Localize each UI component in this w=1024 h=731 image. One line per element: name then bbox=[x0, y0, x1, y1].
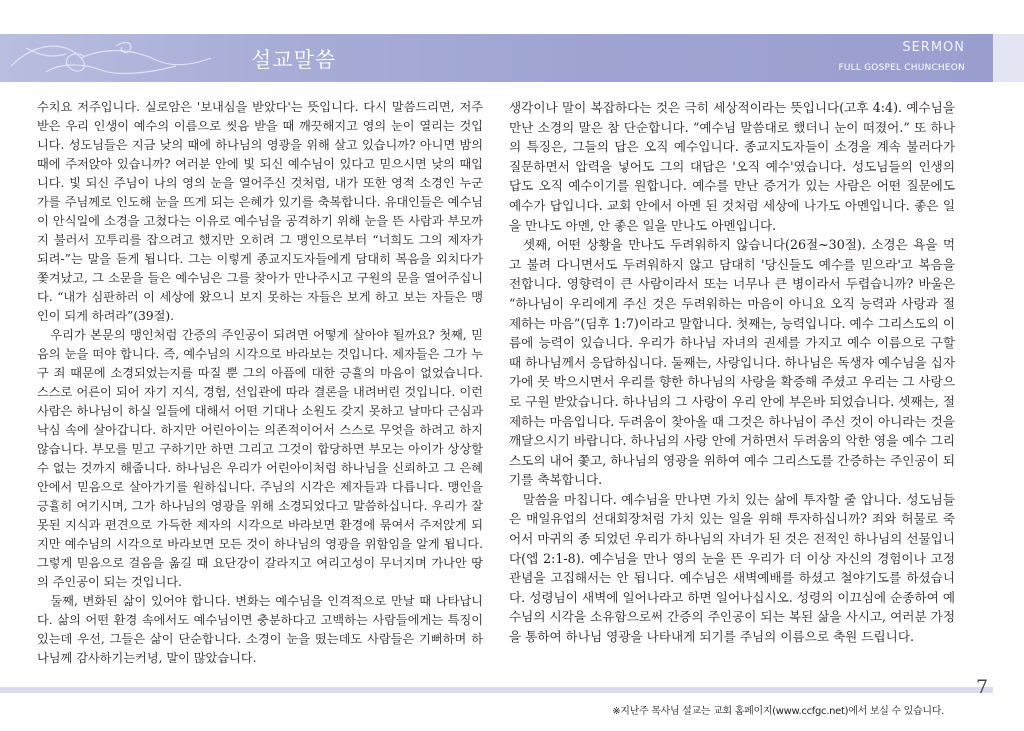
footer-bar bbox=[0, 687, 993, 693]
paragraph: 둘째, 변화된 삶이 있어야 합니다. 변화는 예수님을 인격적으로 만날 때 나타납니다. 삶의 어떤 환경 속에서도 예수님이면 충분하다고 고백하는 사람들에게는 특징이 있는데 우선, 그들은 삶이 단순합니다. 소경이 눈을 떴는데도 사람들은 기뻐하며 하나님께 감사하기는커녕, 말이 많았습니다. bbox=[37, 594, 483, 665]
right-column bbox=[509, 98, 955, 647]
footnote: ※지난주 목사님 설교는 교회 홈페이지(www.ccfgc.net)에서 보실 수 있습니다. bbox=[612, 706, 944, 717]
paragraph: 생각이나 말이 복잡하다는 것은 극히 세상적이라는 뜻입니다(고후 4:4). 예수님을 만난 소경의 말은 참 단순합니다. “예수님 말씀대로 했더니 눈이 떠졌어.” 또 하나의 특징은, 그들의 답은 오직 예수입니다. 종교지도자들이 소경을 계속 불러다가 질문하면서 압력을 넣어도 그의 대답은 '오직 예수'였습니다. 성도님들의 인생의 답도 오직 예수이기를 원합니다. 예수를 만난 증거가 있는 사람은 어떤 질문에도 예수가 답입니다. 교회 안에서 아멘 된 것처럼 세상에 나가도 아멘입니다. 좋은 일을 만나도 아멘, 안 좋은 일을 만나도 아멘입니다. bbox=[509, 100, 955, 233]
paragraph: 수치요 저주입니다. 실로암은 '보내심을 받았다'는 뜻입니다. 다시 말씀드리면, 저주받은 우리 인생이 예수의 이름으로 씻음 받을 때 깨끗해지고 영의 눈이 열리는 것입니다. 성도님들은 지금 낮의 때에 하나님의 영광을 위해 살고 있습니까? 아니면 밤의 때에 주저앉아 있습니까? 여러분 안에 빛 되신 예수님이 있다고 믿으시면 낮의 때입니다. 빛 되신 주님이 나의 영의 눈을 열어주신 것처럼, 내가 또한 영적 소경인 누군가를 주님께로 인도해 눈을 뜨게 되는 은혜가 있기를 축복합니다. 유대인들은 예수님이 안식일에 소경을 고쳤다는 이유로 예수님을 공격하기 위해 눈을 뜬 사람과 부모까지 불러서 꼬투리를 잡으려고 했지만 오히려 그 맹인으로부터 “너희도 그의 제자가 되려-”는 말을 듣게 됩니다. 그는 이렇게 종교지도자들에게 담대히 복음을 외치다가 쫓겨났고, 그 소문을 들은 예수님은 그를 찾아가 만나주시고 구원의 문을 열어주십니다. “내가 심판하러 이 세상에 왔으니 보지 못하는 자들은 보게 하고 보는 자들은 맹인이 되게 하려라”(39절). bbox=[37, 100, 483, 323]
left-column bbox=[37, 98, 483, 668]
section-label: SERMON bbox=[902, 40, 965, 55]
header-edge bbox=[993, 34, 1024, 82]
paragraph: 셋째, 어떤 상황을 만나도 두려워하지 않습니다(26절~30절). 소경은 욕을 먹고 불려 다니면서도 두려워하지 않고 담대히 '당신들도 예수를 믿으라'고 복음을 전합니다. 영향력이 큰 사람이라서 또는 너무나 큰 병이라서 두렵습니까? 바울은 “하나님이 우리에게 주신 것은 두려워하는 마음이 아니요 오직 능력과 사랑과 절제하는 마음”(딤후 1:7)이라고 말합니다. 첫째는, 능력입니다. 예수 그리스도의 이름에 능력이 있습니다. 우리가 하나님 자녀의 권세를 가지고 예수 이름으로 구할 때 하나님께서 응답하십니다. 둘째는, 사랑입니다. 하나님은 독생자 예수님을 십자가에 못 박으시면서 우리를 향한 하나님의 사랑을 확증해 주셨고 우리는 그 사랑으로 구원 받았습니다. 하나님의 그 사랑이 우리 안에 부은바 되었습니다. 셋째는, 절제하는 마음입니다. 두려움이 찾아올 때 그것은 하나님이 주신 것이 아니라는 것을 깨달으시기 바랍니다. 하나님의 사랑 안에 거하면서 두려움의 악한 영을 예수 그리스도의 내어 쫓고, 하나님의 영광을 위하여 예수 그리스도를 간증하는 주인공이 되기를 축복합니다. bbox=[509, 237, 955, 488]
paragraph: 말씀을 마칩니다. 예수님을 만나면 가치 있는 삶에 투자할 줄 압니다. 성도님들은 매일유업의 선대회장처럼 가치 있는 일을 위해 투자하십니까? 죄와 허물로 죽어서 마귀의 종 되었던 우리가 하나님의 자녀가 된 것은 전적인 하나님의 선물입니다(엡 2:1-8). 예수님을 만나 영의 눈을 뜬 우리가 더 이상 자신의 경험이나 고정관념을 고집해서는 안 됩니다. 예수님은 새벽예배를 하셨고 철야기도를 하셨습니다. 성령님이 새벽에 일어나라고 하면 일어나십시오. 성령의 이끄심에 순종하여 예수님의 시각을 소유함으로써 간증의 주인공이 되는 복된 삶을 사시고, 여러분 가정을 통하여 하나님 영광을 나타내게 되기를 주님의 이름으로 축원 드립니다. bbox=[509, 491, 955, 645]
flourish-ornament-icon bbox=[6, 36, 216, 80]
paragraph: 우리가 본문의 맹인처럼 간증의 주인공이 되려면 어떻게 살아야 될까요? 첫째, 믿음의 눈을 떠야 합니다. 즉, 예수님의 시각으로 바라보는 것입니다. 제자들은 그가 누구 죄 때문에 소경되었는지를 따질 뿐 그의 아픔에 대한 긍휼의 마음이 없었습니다. 스스로 어른이 되어 자기 지식, 경험, 선입관에 따라 결론을 내려버린 것입니다. 이런 사람은 하나님이 하실 일들에 대해서 어떤 기대나 소원도 갖지 못하고 날마다 근심과 낙심 속에 살아갑니다. 하지만 어린아이는 의존적이어서 스스로 무엇을 하려고 하지 않습니다. 부모를 믿고 구하기만 하면 그리고 그것이 합당하면 부모는 아이가 상상할 수 없는 것까지 해줍니다. 하나님은 우리가 어린아이처럼 하나님을 신뢰하고 그 은혜 안에서 믿음으로 살아가기를 원하십니다. 주님의 시각은 제자들과 다릅니다. 맹인을 긍휼히 여기시며, 그가 하나님의 영광을 위해 소경되었다고 말씀하십니다. 우리가 잘못된 지식과 편견으로 가득한 제자의 시각으로 바라보면 환경에 묶여서 주저앉게 되지만 예수님의 시각으로 바라보면 모든 것이 하나님의 영광을 위함임을 알게 됩니다. 그렇게 믿음으로 걸음을 옮길 때 요단강이 갈라지고 여리고성이 무너지며 가나안 땅의 주인공이 되는 것입니다. bbox=[37, 328, 483, 589]
page-title: 설교말씀 bbox=[251, 48, 337, 72]
page-number: 7 bbox=[976, 676, 989, 698]
church-name: FULL GOSPEL CHUNCHEON bbox=[838, 63, 965, 73]
